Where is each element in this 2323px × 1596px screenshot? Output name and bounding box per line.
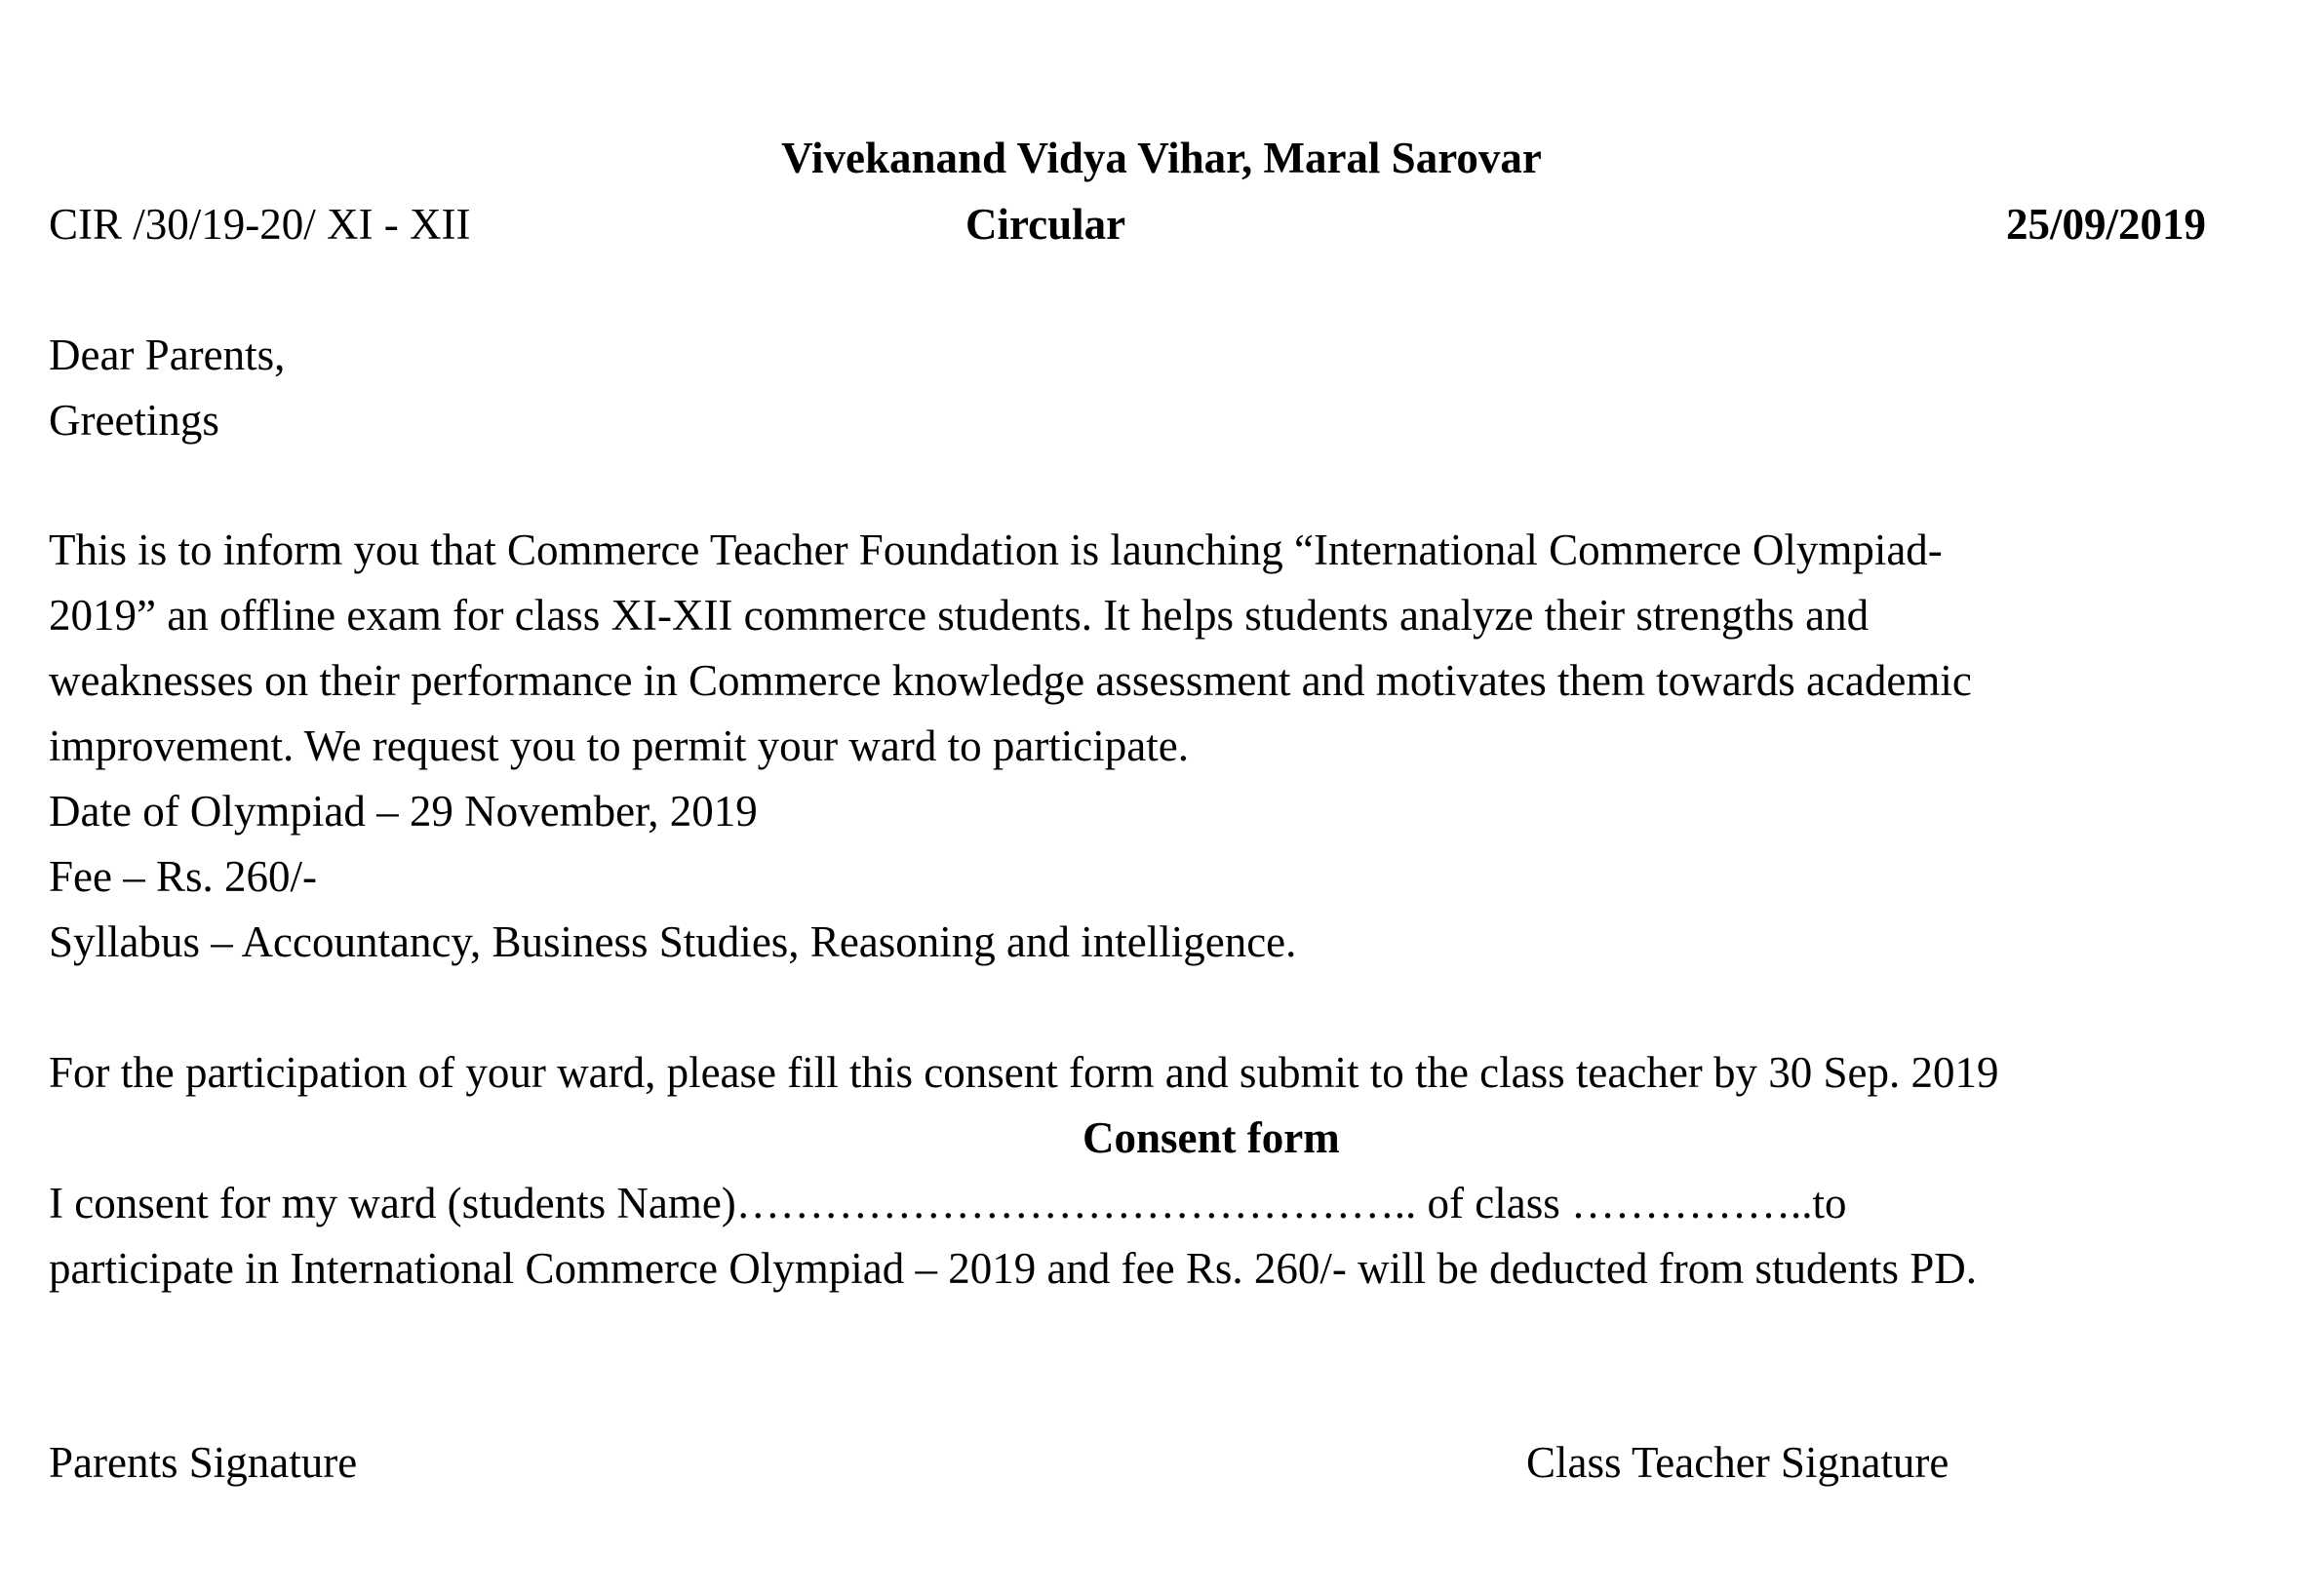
body-line-3: weaknesses on their performance in Commerce knowledge assessment and motivates them towards academic xyxy=(49,656,1972,705)
instruction: For the participation of your ward, please fill this consent form and submit to the class teacher by 30 Sep. 2019 xyxy=(49,1048,1999,1097)
olympiad-date: Date of Olympiad – 29 November, 2019 xyxy=(49,787,758,836)
school-name: Vivekanand Vidya Vihar, Maral Sarovar xyxy=(781,134,1542,182)
consent-form-title: Consent form xyxy=(1083,1113,1340,1162)
parent-signature-label: Parents Signature xyxy=(49,1438,358,1487)
body-line-1: This is to inform you that Commerce Teacher Foundation is launching “International Commerce Olympiad- xyxy=(49,526,1943,574)
consent-line-1: I consent for my ward (students Name)……………………………………….. of class ……………..to xyxy=(49,1179,1847,1227)
syllabus: Syllabus – Accountancy, Business Studies, Reasoning and intelligence. xyxy=(49,917,1297,966)
circular-title: Circular xyxy=(965,200,1126,249)
body-line-4: improvement. We request you to permit your ward to participate. xyxy=(49,721,1189,770)
salutation: Dear Parents, xyxy=(49,331,286,379)
circular-reference: CIR /30/19-20/ XI - XII xyxy=(49,200,471,249)
body-line-2: 2019” an offline exam for class XI-XII commerce students. It helps students analyze their strengths and xyxy=(49,591,1870,640)
consent-line-2: participate in International Commerce Olympiad – 2019 and fee Rs. 260/- will be deducted from students PD. xyxy=(49,1244,1978,1293)
teacher-signature-label: Class Teacher Signature xyxy=(1526,1438,1949,1487)
circular-date: 25/09/2019 xyxy=(2005,200,2206,249)
greeting: Greetings xyxy=(49,396,219,445)
fee: Fee – Rs. 260/- xyxy=(49,852,317,901)
